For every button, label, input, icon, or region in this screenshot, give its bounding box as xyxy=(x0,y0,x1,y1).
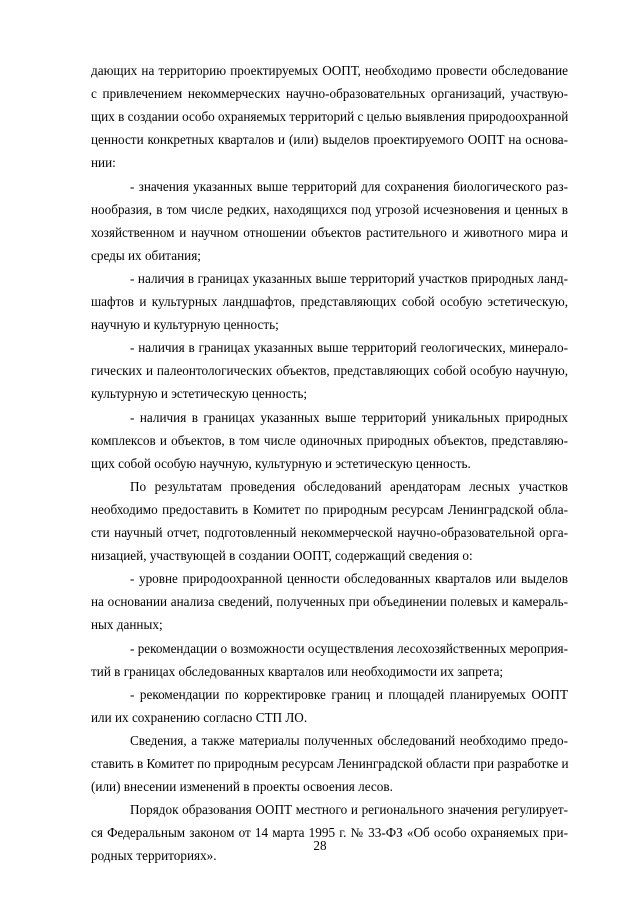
text-line: (или) внесении изменений в проекты освоения лесов. xyxy=(91,779,393,795)
text-line: щих собой особую научную, культурную и эстетическую ценность. xyxy=(91,455,471,471)
text-line: - уровне природоохранной ценности обследованных кварталов или выделов xyxy=(130,571,568,587)
text-line: - наличия в границах указанных выше территорий уникальных природных xyxy=(130,409,568,425)
text-line: ценности конкретных кварталов и (или) выделов проектируемого ООПТ на основа- xyxy=(91,132,568,148)
text-line: сти научный отчет, подготовленный некоммерческой научно-образовательной орга- xyxy=(91,525,568,540)
text-line: дающих на территорию проектируемых ООПТ, необходимо провести обследование xyxy=(91,63,568,78)
text-line: - рекомендации по корректировке границ и площадей планируемых ООПТ xyxy=(130,686,568,702)
text-line: с привлечением некоммерческих научно-образовательных организаций, участвую- xyxy=(91,86,568,102)
text-line: - значения указанных выше территорий для сохранения биологического раз- xyxy=(130,178,568,194)
text-line: - наличия в границах указанных выше территорий геологических, минерало- xyxy=(130,340,568,356)
text-line: тий в границах обследованных кварталов или необходимости их запрета; xyxy=(91,663,504,679)
text-line: щих в создании особо охраняемых территорий с целью выявления природоохранной xyxy=(91,109,569,125)
text-line: нии: xyxy=(91,155,116,171)
text-line: среды их обитания; xyxy=(91,247,201,263)
text-line: родных территориях». xyxy=(91,848,217,864)
text-line: необходимо предоставить в Комитет по природным ресурсам Ленинградской обла- xyxy=(91,501,568,517)
text-line: шафтов и культурных ландшафтов, представляющих собой особую эстетическую, xyxy=(91,294,568,309)
text-line: низацией, участвующей в создании ООПТ, содержащий сведения о: xyxy=(91,548,473,564)
text-line: на основании анализа сведений, полученных при объединении полевых и камераль- xyxy=(91,594,568,610)
text-line: комплексов и объектов, в том числе одиночных природных объектов, представляю- xyxy=(91,432,568,448)
text-line: ставить в Комитет по природным ресурсам Ленинградской области при разработке и xyxy=(91,756,569,771)
text-line: ных данных; xyxy=(91,617,163,633)
text-line: - рекомендации о возможности осуществления лесохозяйственных мероприя- xyxy=(130,640,568,656)
text-line: хозяйственном и научном отношении объектов растительного и животного мира и xyxy=(91,224,568,240)
text-line: По результатам проведения обследований арендаторам лесных участков xyxy=(130,478,568,494)
page-number: 28 xyxy=(313,838,327,853)
text-line: нообразия, в том числе редких, находящихся под угрозой исчезновения и ценных в xyxy=(91,201,568,217)
text-line: гических и палеонтологических объектов, представляющих собой особую научную, xyxy=(91,363,568,379)
text-line: культурную и эстетическую ценность; xyxy=(91,386,308,402)
text-line: ся Федеральным законом от 14 марта 1995 г. № 33-ФЗ «Об особо охраняемых при- xyxy=(91,825,568,841)
text-line: Сведения, а также материалы полученных обследований необходимо предо- xyxy=(130,732,568,748)
text-line: - наличия в границах указанных выше территорий участков природных ланд- xyxy=(130,270,568,286)
text-line: научную и культурную ценность; xyxy=(91,317,279,333)
text-line: Порядок образования ООПТ местного и регионального значения регулирует- xyxy=(130,802,568,818)
text-line: или их сохранению согласно СТП ЛО. xyxy=(91,709,308,725)
